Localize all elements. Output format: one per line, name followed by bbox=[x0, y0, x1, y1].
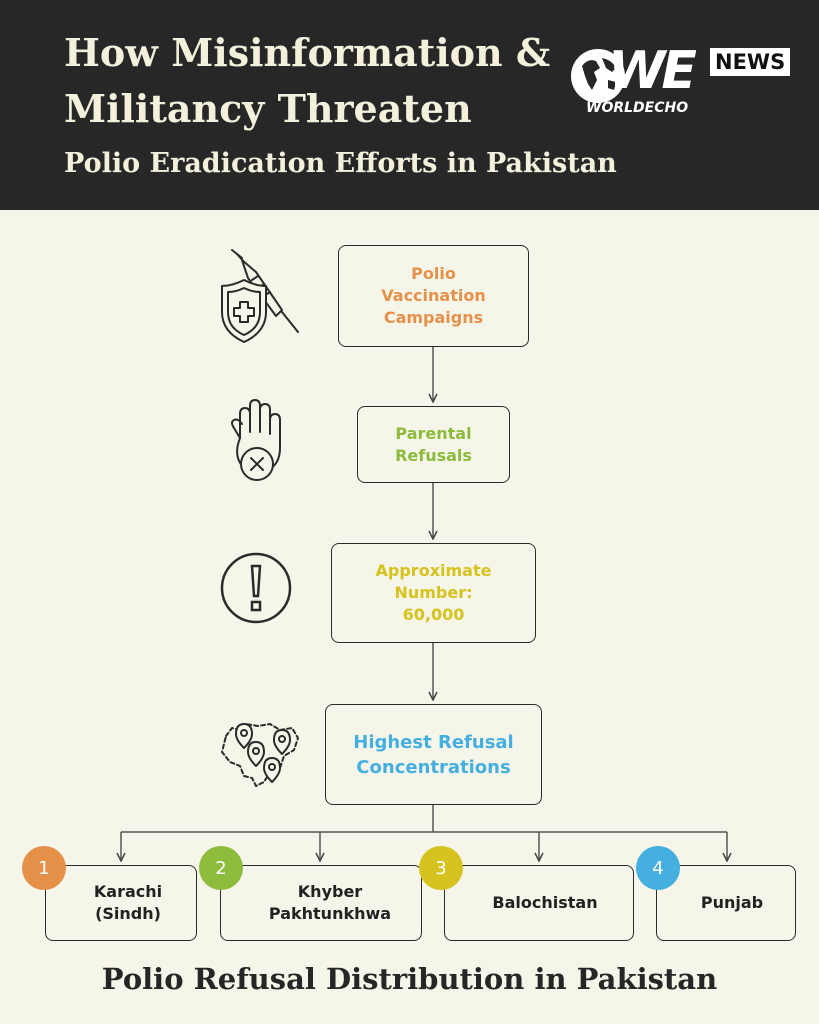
region-number-badge-3: 3 bbox=[419, 846, 463, 890]
flow-label-refusals: Parental Refusals bbox=[395, 423, 472, 465]
title-line-1: How Misinformation & bbox=[64, 30, 551, 75]
flow-box-number bbox=[331, 543, 536, 643]
region-box-balochistan bbox=[444, 865, 634, 941]
logo-we-mark: WE bbox=[608, 41, 693, 101]
region-label-karachi: Karachi (Sindh) bbox=[93, 882, 163, 923]
region-number-badge-4: 4 bbox=[636, 846, 680, 890]
subtitle: Polio Eradication Efforts in Pakistan bbox=[64, 148, 617, 179]
region-label-khyber: Khyber Pakhtunkhwa bbox=[268, 882, 392, 923]
logo-name: WORLDECHO bbox=[586, 100, 689, 116]
title-line-2: Militancy Threaten bbox=[64, 86, 472, 131]
footer-caption: Polio Refusal Distribution in Pakistan bbox=[101, 962, 718, 996]
exclamation-icon bbox=[218, 550, 294, 626]
region-number-badge-1: 1 bbox=[22, 846, 66, 890]
flow-label-number: Approximate Number: 60,000 bbox=[375, 561, 492, 624]
region-label-balochistan: Balochistan bbox=[492, 893, 598, 912]
region-number-badge-2: 2 bbox=[199, 846, 243, 890]
flow-label-concentrations: Highest Refusal Concentrations bbox=[353, 731, 514, 778]
flow-label-vaccination: Polio Vaccination Campaigns bbox=[381, 264, 486, 327]
region-label-punjab: Punjab bbox=[700, 893, 764, 912]
logo-news-badge: NEWS bbox=[710, 48, 790, 76]
hand-stop-icon bbox=[226, 396, 288, 486]
region-box-khyber bbox=[220, 865, 422, 941]
flow-box-refusals bbox=[357, 406, 510, 483]
syringe-shield-icon bbox=[218, 246, 302, 346]
flow-box-concentrations bbox=[325, 704, 542, 805]
flow-box-vaccination bbox=[338, 245, 529, 347]
map-pins-icon bbox=[218, 716, 302, 790]
region-box-karachi bbox=[45, 865, 197, 941]
